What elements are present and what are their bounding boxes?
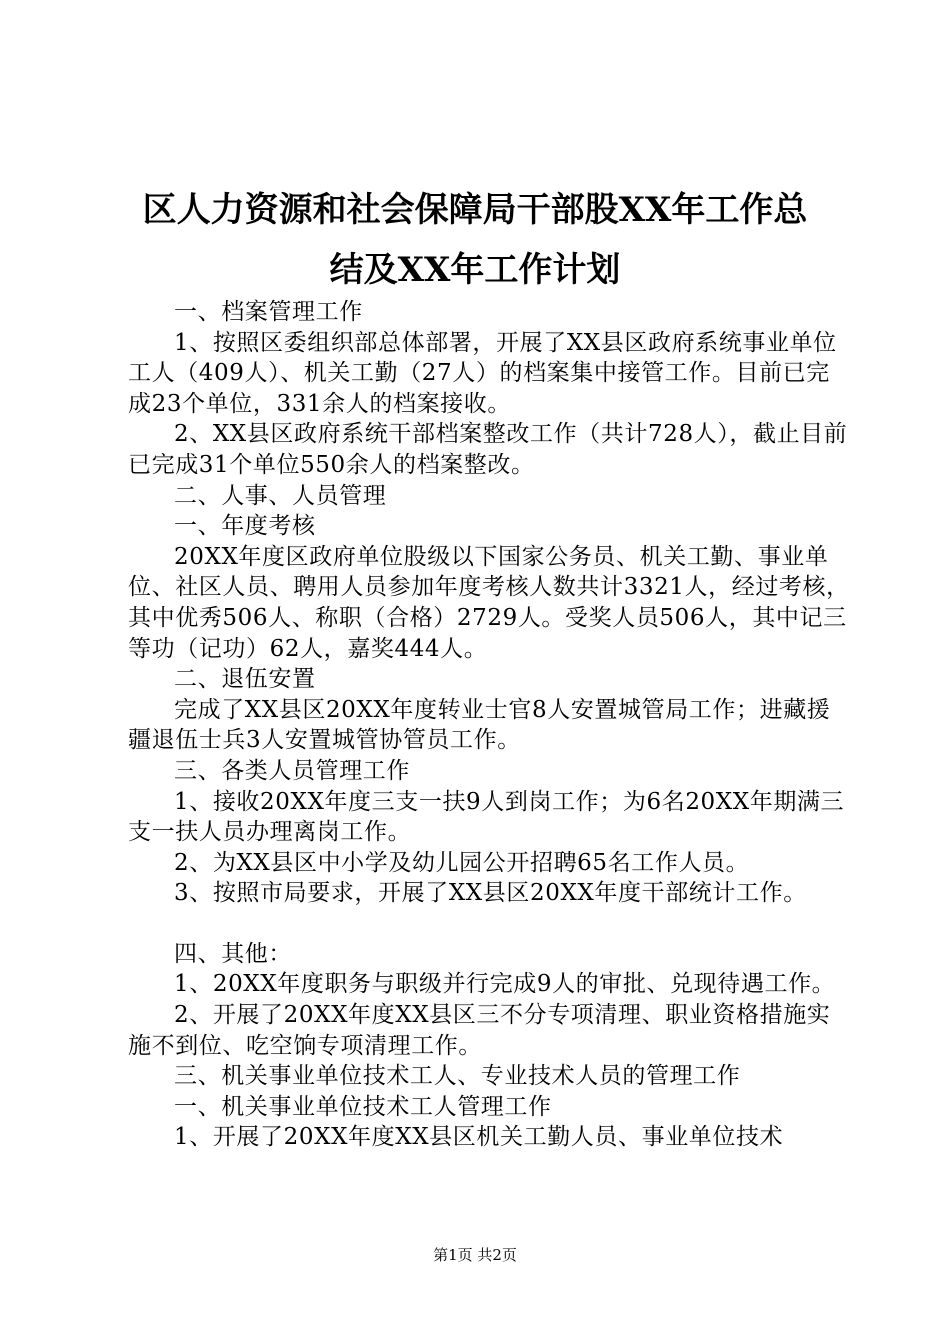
paragraph: 2、开展了20XX年度XX县区三不分专项清理、职业资格措施实施不到位、吃空饷专项清理工作。 bbox=[128, 1002, 831, 1059]
document-body bbox=[128, 297, 850, 1153]
blank-line bbox=[128, 909, 850, 939]
paragraph: 1、20XX年度职务与职级并行完成9人的审批、兑现待遇工作。 bbox=[174, 971, 836, 998]
page-footer: 第1页 共2页 bbox=[433, 1246, 517, 1264]
section-heading: 四、其他： bbox=[174, 940, 292, 967]
document-title-line-2: 结及XX年工作计划 bbox=[329, 250, 621, 290]
subsection-heading: 二、退伍安置 bbox=[174, 666, 316, 693]
paragraph: 20XX年度区政府单位股级以下国家公务员、机关工勤、事业单位、社区人员、聘用人员参加年度考核人数共计3321人，经过考核，其中优秀506人、称职（合格）2729人。受奖人员506人，其中记三等功（记功）62人，嘉奖444人。 bbox=[128, 543, 850, 662]
paragraph: 1、开展了20XX年度XX县区机关工勤人员、事业单位技术 bbox=[174, 1124, 784, 1151]
section-heading: 二、人事、人员管理 bbox=[174, 482, 387, 509]
paragraph: 1、按照区委组织部总体部署，开展了XX县区政府系统事业单位工人（409人）、机关工勤（27人）的档案集中接管工作。目前已完成23个单位，331余人的档案接收。 bbox=[128, 329, 837, 417]
paragraph: 2、为XX县区中小学及幼儿园公开招聘65名工作人员。 bbox=[174, 849, 750, 876]
subsection-heading: 三、各类人员管理工作 bbox=[174, 757, 410, 784]
section-heading: 三、机关事业单位技术工人、专业技术人员的管理工作 bbox=[174, 1063, 741, 1090]
paragraph: 1、接收20XX年度三支一扶9人到岗工作；为6名20XX年期满三支一扶人员办理离岗工作。 bbox=[128, 788, 845, 846]
paragraph: 3、按照市局要求，开展了XX县区20XX年度干部统计工作。 bbox=[174, 880, 807, 907]
paragraph: 2、XX县区政府系统干部档案整改工作（共计728人），截止目前已完成31个单位550余人的档案整改。 bbox=[128, 421, 848, 478]
document-title-line-1: 区人力资源和社会保障局干部股XX年工作总 bbox=[142, 190, 808, 230]
subsection-heading: 一、年度考核 bbox=[174, 513, 316, 540]
subsection-heading: 一、机关事业单位技术工人管理工作 bbox=[174, 1093, 552, 1120]
paragraph: 完成了XX县区20XX年度转业士官8人安置城管局工作；进藏援疆退伍士兵3人安置城管协管员工作。 bbox=[128, 696, 831, 754]
section-heading: 一、档案管理工作 bbox=[174, 299, 363, 325]
